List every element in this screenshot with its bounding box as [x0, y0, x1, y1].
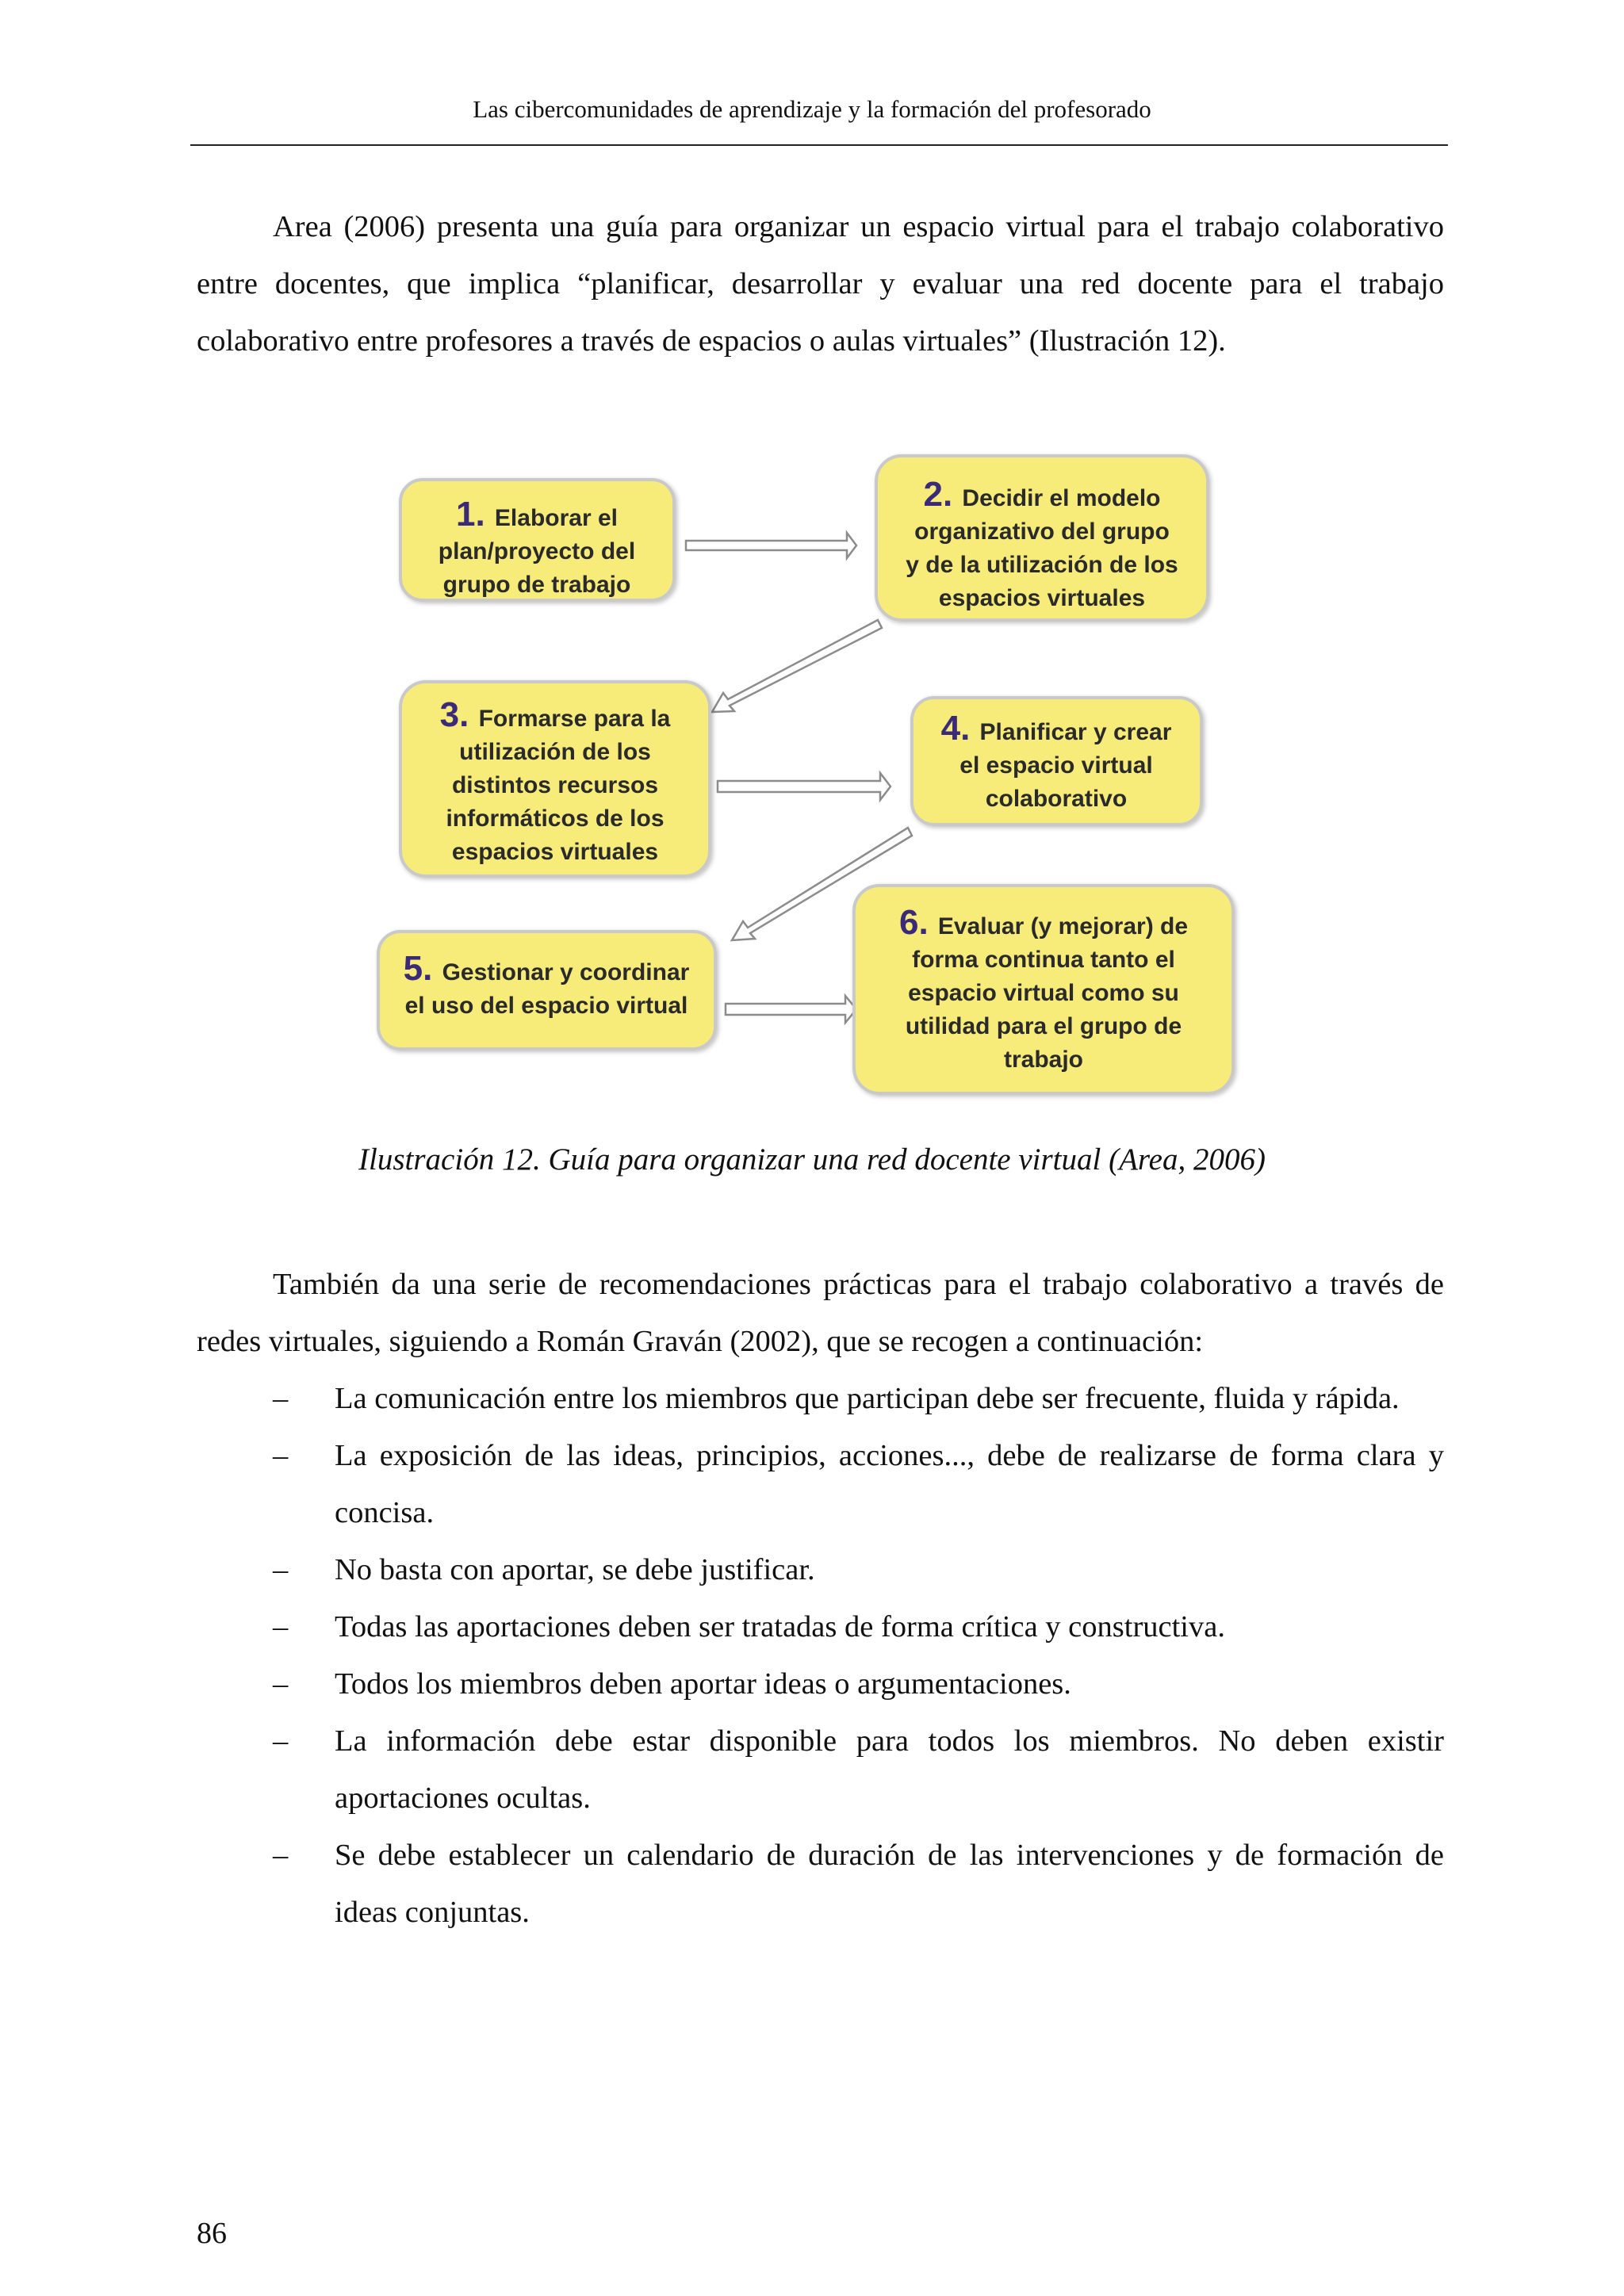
bullet-dash: –: [273, 1382, 289, 1415]
step-number: 5.: [403, 949, 442, 988]
step-line: distintos recursos: [451, 772, 659, 798]
figure-guide-diagram: [365, 444, 1269, 1114]
intro-paragraph: Area (2006) presenta una guía para organizar un espacio virtual para el trabajo colaborativo entre docentes, que implica “planificar, desarrollar y evaluar una red docente para el trabajo colaborativo entre profesores a través de espacios o aulas virtuales” (Ilustración 12).: [197, 210, 1444, 358]
step-line: organizativo del grupo: [914, 519, 1170, 545]
list-item: [197, 1541, 1444, 1598]
list-item: [197, 1655, 1444, 1712]
list-item: [197, 1427, 1444, 1541]
step-line-text: Formarse para la: [478, 706, 671, 732]
figure-caption: Ilustración 12. Guía para organizar una red docente virtual (Area, 2006): [358, 1142, 1266, 1177]
list-item-text: La exposición de las ideas, principios, acciones..., debe de realizarse de forma clara y concisa.: [335, 1439, 1444, 1529]
step-3-text: [440, 695, 671, 865]
step-line: trabajo: [1003, 1047, 1084, 1073]
step-number: 4.: [940, 709, 980, 748]
step-number: 1.: [456, 495, 495, 534]
arrow-5-to-6: [726, 996, 856, 1023]
step-line: forma continua tanto el: [912, 947, 1175, 973]
step-box-4: [912, 698, 1201, 825]
step-line-text: Decidir el modelo: [962, 485, 1161, 511]
step-line: y de la utilización de los: [906, 552, 1178, 578]
step-line: informáticos de los: [446, 806, 665, 832]
step-box-2: [876, 456, 1208, 620]
step-line: colaborativo: [985, 786, 1128, 812]
step-box-5: [378, 932, 715, 1049]
list-item-text: Se debe establecer un calendario de duración de las intervenciones y de formación de ideas conjuntas.: [335, 1839, 1444, 1929]
list-item: [197, 1712, 1444, 1827]
bullet-dash: –: [273, 1553, 289, 1586]
step-line: el uso del espacio virtual: [404, 993, 688, 1019]
step-5-text: [404, 949, 690, 1019]
step-line-text: Gestionar y coordinar: [442, 959, 690, 985]
bullet-dash: –: [273, 1667, 289, 1701]
step-line: grupo de trabajo: [442, 572, 631, 598]
list-item: [197, 1827, 1444, 1941]
step-number: 2.: [923, 475, 963, 514]
step-line-text: Evaluar (y mejorar) de: [937, 913, 1189, 939]
step-box-1: [400, 480, 674, 600]
list-item-text: La comunicación entre los miembros que participan debe ser frecuente, fluida y rápida.: [335, 1382, 1400, 1415]
arrow-1-to-2: [686, 533, 856, 558]
recommendations-list: [197, 1370, 1444, 1941]
step-line-text: Planificar y crear: [979, 719, 1172, 745]
step-line: plan/proyecto del: [438, 538, 636, 564]
step-number: 6.: [898, 903, 938, 942]
arrow-2-to-3: [712, 620, 882, 712]
list-item: [197, 1370, 1444, 1427]
step-line: utilización de los: [459, 739, 651, 765]
step-line: espacios virtuales: [938, 585, 1146, 611]
list-item: [197, 1598, 1444, 1655]
header-rule: [190, 144, 1448, 146]
bullet-dash: –: [273, 1839, 289, 1872]
diagram-canvas: [365, 444, 1269, 1114]
list-item-text: Todos los miembros deben aportar ideas o argumentaciones.: [335, 1667, 1071, 1701]
arrow-3-to-4: [718, 773, 891, 800]
step-line: espacio virtual como su: [908, 980, 1179, 1006]
step-line: el espacio virtual: [959, 752, 1153, 779]
step-line: espacios virtuales: [451, 839, 659, 865]
step-2-text: [906, 475, 1178, 611]
step-number: 3.: [439, 695, 479, 734]
step-line: utilidad para el grupo de: [905, 1013, 1182, 1039]
recommendations-intro-paragraph: También da una serie de recomendaciones prácticas para el trabajo colaborativo a través de redes virtuales, siguiendo a Román Graván (2002), que se recogen a continuación:: [197, 1268, 1444, 1358]
bullet-dash: –: [273, 1439, 289, 1472]
list-item-text: No basta con aportar, se debe justificar.: [335, 1553, 815, 1586]
page-number: 86: [197, 2217, 227, 2250]
bullet-dash: –: [273, 1724, 289, 1758]
bullet-dash: –: [273, 1610, 289, 1644]
list-item-text: La información debe estar disponible para todos los miembros. No deben existir aportaciones ocultas.: [335, 1724, 1444, 1815]
step-box-3: [400, 682, 710, 876]
step-1-text: [439, 495, 635, 598]
running-header: Las cibercomunidades de aprendizaje y la formación del profesorado: [473, 95, 1151, 123]
step-line-text: Elaborar el: [494, 505, 618, 531]
step-box-6: [854, 886, 1233, 1093]
list-item-text: Todas las aportaciones deben ser tratadas de forma crítica y constructiva.: [335, 1610, 1225, 1644]
